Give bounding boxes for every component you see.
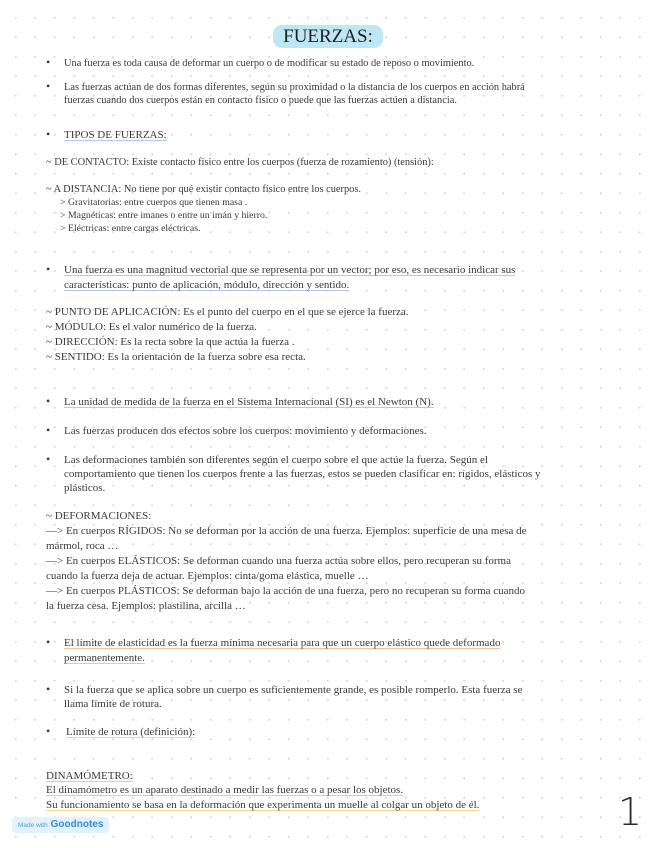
definition-fuerza: Una fuerza es toda causa de deformar un cuerpo o de modificar su estado de reposo o movimiento. bbox=[64, 58, 475, 69]
vector-line-1: Una fuerza es una magnitud vectorial que se representa por un vector; por eso, es necesario indicar sus bbox=[64, 264, 516, 276]
limite-elasticidad-1: El límite de elasticidad es la fuerza mínima necesaria para que un cuerpo elástico quede deformado bbox=[64, 637, 501, 649]
limite-elasticidad-2: permanentemente. bbox=[64, 652, 145, 664]
bullet: • bbox=[46, 423, 51, 437]
caracteristica-item: ~ SENTIDO: Es la orientación de la fuerza sobre esa recta. bbox=[46, 351, 306, 363]
formas-line-2: fuerzas cuando dos cuerpos están en contacto físico o puede que las fuerzas actúen a distancia. bbox=[64, 95, 457, 106]
distancia-item: > Magnéticas: entre imanes o entre un imán y hierro. bbox=[60, 210, 268, 221]
bullet: • bbox=[46, 635, 51, 649]
deformaciones-line: —> En cuerpos ELÁSTICOS: Se deforman cuando una fuerza actúa sobre ellos, pero recuperan su forma bbox=[46, 555, 511, 567]
deformaciones-line: —> En cuerpos PLÁSTICOS: Se deforman bajo la acción de una fuerza, pero no recuperan su forma cuando bbox=[46, 585, 526, 597]
dinamometro-line: El dinamómetro es un aparato destinado a medir las fuerzas o a pesar los objetos. bbox=[46, 784, 404, 796]
distancia-item: > Eléctricas: entre cargas eléctricas. bbox=[60, 223, 201, 234]
dinamometro-line: Su funcionamiento se basa en la deformación que experimenta un muelle al colgar un objeto de él. bbox=[46, 799, 480, 811]
tipos-heading: TIPOS DE FUERZAS: bbox=[64, 129, 167, 141]
bullet: • bbox=[46, 127, 51, 141]
deformaciones-line: —> En cuerpos RÍGIDOS: No se deforman por la acción de una fuerza. Ejemplos: superficie de una mesa de bbox=[46, 525, 527, 537]
deformaciones-line: la fuerza cesa. Ejemplos: plastilina, arcilla … bbox=[46, 600, 246, 612]
bullet: • bbox=[46, 262, 51, 276]
deformaciones-intro: plásticos. bbox=[64, 482, 106, 494]
efectos: Las fuerzas producen dos efectos sobre los cuerpos: movimiento y deformaciones. bbox=[64, 425, 427, 437]
bullet: • bbox=[46, 55, 51, 69]
caracteristica-item: ~ MÓDULO: Es el valor numérico de la fuerza. bbox=[46, 321, 257, 333]
bullet: • bbox=[46, 724, 51, 738]
deformaciones-intro: comportamiento que tienen los cuerpos frente a las fuerzas, estos se pueden clasificar en: rígidos, elásticos y bbox=[64, 468, 541, 480]
goodnotes-badge: Made with Goodnotes bbox=[12, 817, 109, 833]
distancia-item: > Gravitatorias: entre cuerpos que tienen masa . bbox=[60, 197, 248, 208]
bullet: • bbox=[46, 394, 51, 408]
distancia-head: ~ A DISTANCIA: No tiene por qué existir contacto físico entre los cuerpos. bbox=[46, 184, 361, 195]
contacto: ~ DE CONTACTO: Existe contacto físico entre los cuerpos (fuerza de rozamiento) (tensión): bbox=[46, 157, 434, 168]
limite-rotura-def: Límite de rotura (definición): bbox=[66, 726, 196, 738]
deformaciones-head: ~ DEFORMACIONES: bbox=[46, 510, 152, 522]
page-title: FUERZAS: bbox=[0, 26, 656, 48]
rotura-1: Si la fuerza que se aplica sobre un cuerpo es suficientemente grande, es posible romperlo. Esta fuerza se bbox=[64, 684, 523, 696]
bullet: • bbox=[46, 79, 51, 93]
formas-line-1: Las fuerzas actúan de dos formas diferentes, según su proximidad o la distancia de los cuerpos en acción habrá bbox=[64, 82, 525, 93]
bullet: • bbox=[46, 452, 51, 466]
deformaciones-line: mármol, roca … bbox=[46, 540, 119, 552]
deformaciones-intro: Las deformaciones también son diferentes según el cuerpo sobre el que actúe la fuerza. Según el bbox=[64, 454, 488, 466]
unidad: La unidad de medida de la fuerza en el Sistema Internacional (SI) es el Newton (N). bbox=[64, 396, 434, 408]
dinamometro-head: DINAMÓMETRO: bbox=[46, 770, 133, 782]
deformaciones-line: cuando la fuerza deja de actuar. Ejemplos: cinta/goma elástica, muelle … bbox=[46, 570, 369, 582]
vector-line-2: características: punto de aplicación, módulo, dirección y sentido. bbox=[64, 279, 350, 291]
rotura-2: llama límite de rotura. bbox=[64, 698, 162, 710]
page-number: 1 bbox=[617, 790, 642, 834]
bullet: • bbox=[46, 682, 51, 696]
caracteristica-item: ~ PUNTO DE APLICACIÓN: Es el punto del cuerpo en el que se ejerce la fuerza. bbox=[46, 306, 409, 318]
caracteristica-item: ~ DIRECCIÓN: Es la recta sobre la que actúa la fuerza . bbox=[46, 336, 295, 348]
